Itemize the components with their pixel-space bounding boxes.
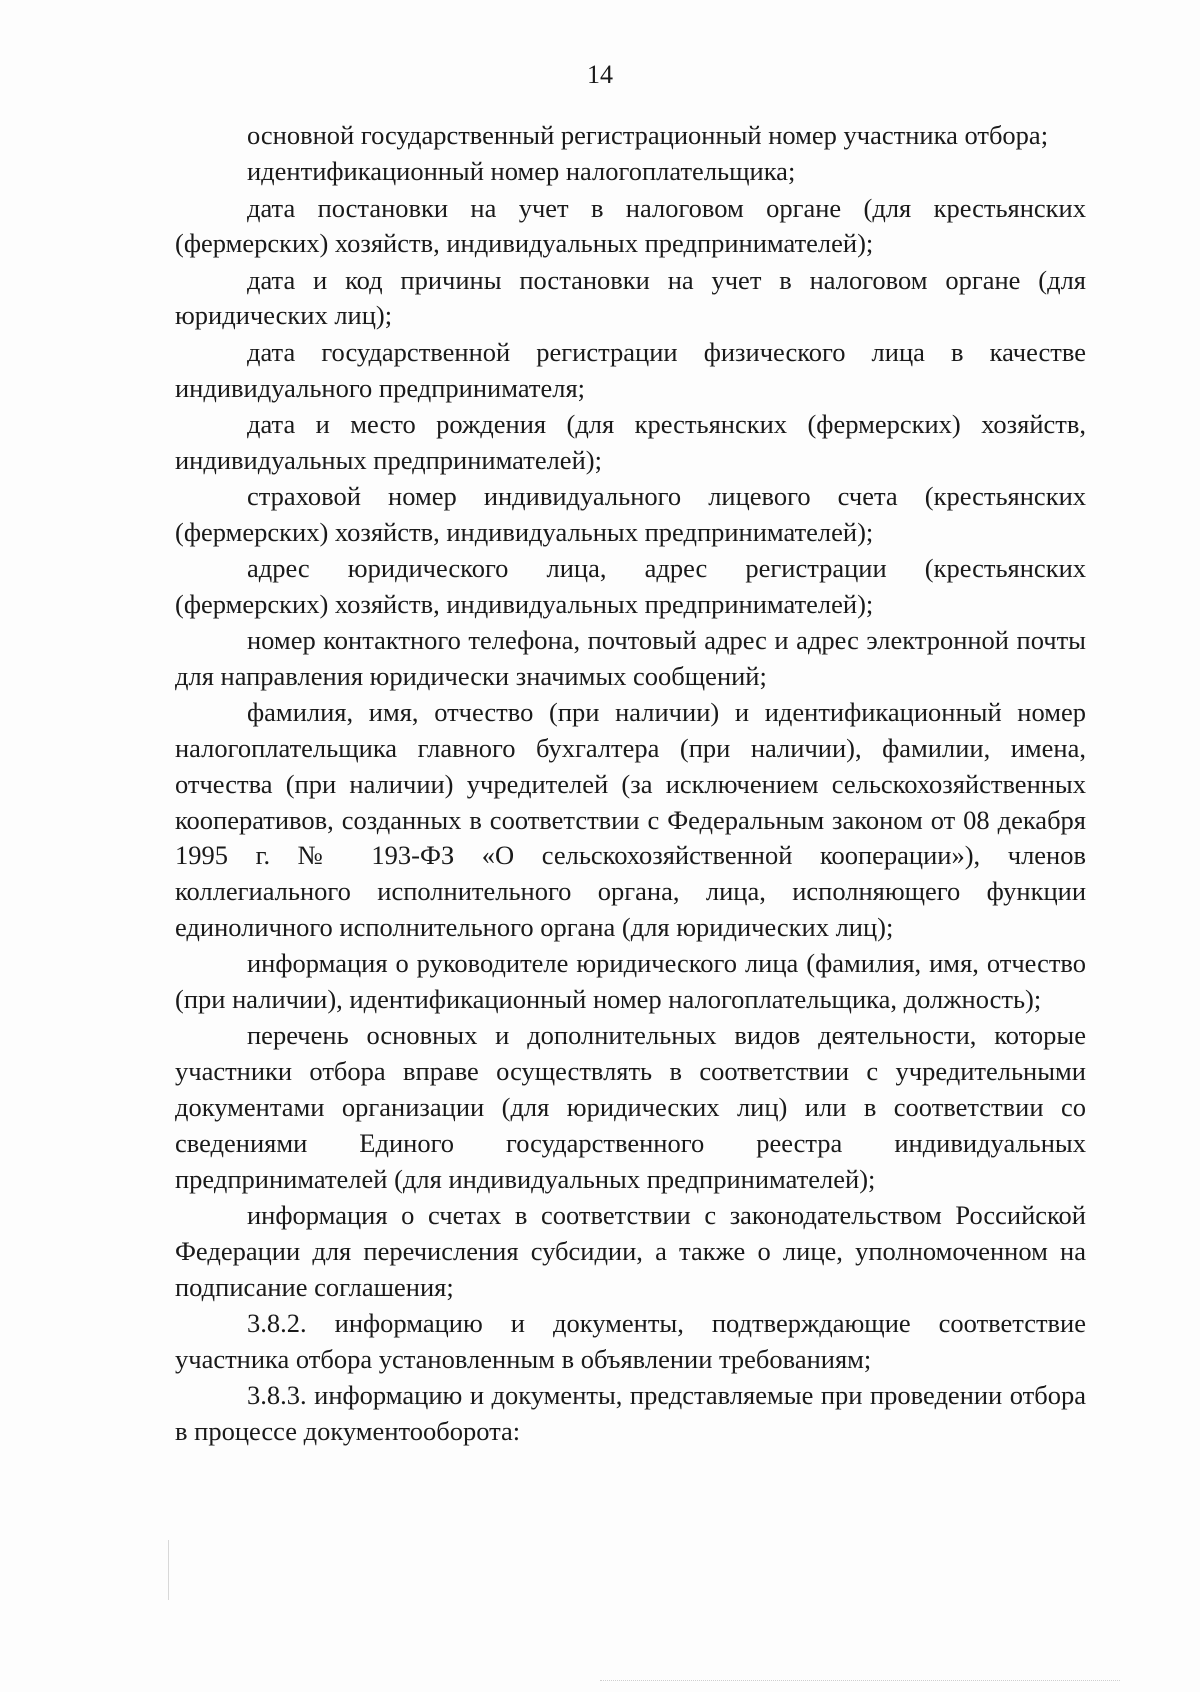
page-number: 14 — [587, 60, 613, 89]
paragraph-tax-registration-date: дата постановки на учет в налоговом органе (для крестьянских (фермерских) хозяйств, индивидуальных предпринимателей); — [175, 192, 1086, 259]
paragraph-state-registration-date: дата государственной регистрации физического лица в качестве индивидуального предпринимателя; — [175, 336, 1086, 403]
paragraph-3-8-2: 3.8.2. информацию и документы, подтверждающие соответствие участника отбора установленным в объявлении требованиям; — [175, 1307, 1086, 1374]
scan-edge-mark — [168, 1540, 169, 1600]
paragraph-inn: идентификационный номер налогоплательщика; — [247, 156, 796, 187]
paragraph-kpp: дата и код причины постановки на учет в налоговом органе (для юридических лиц); — [175, 264, 1086, 331]
paragraph-activities: перечень основных и дополнительных видов деятельности, которые участники отбора вправе осуществлять в соответствии с учредительными документами организации (для юридических лиц) или в соответствии со сведениями Единого государственного реестра индивидуальных предпринимателей (для индивидуальных предпринимателей); — [175, 1020, 1086, 1194]
scan-bottom-artifact — [600, 1680, 1120, 1683]
document-body — [175, 118, 1086, 1450]
paragraph-founders: фамилия, имя, отчество (при наличии) и идентификационный номер налогоплательщика главного бухгалтера (при наличии), фамилии, имена, отчества (при наличии) учредителей (за исключением сельскохозяйственных кооперативов, созданных в соответствии с Федеральным законом от 08 декабря 1995 г. № 193-ФЗ «О сельскохозяйственной кооперации»), членов коллегиального исполнительного органа, лица, исполняющего функции единоличного исполнительного органа (для юридических лиц); — [175, 697, 1086, 943]
paragraph-3-8-3: 3.8.3. информацию и документы, представляемые при проведении отбора в процессе документооборота: — [175, 1379, 1086, 1446]
paragraph-address: адрес юридического лица, адрес регистрации (крестьянских (фермерских) хозяйств, индивидуальных предпринимателей); — [175, 553, 1086, 619]
paragraph-contacts: номер контактного телефона, почтовый адрес и адрес электронной почты для направления юридически значимых сообщений; — [175, 625, 1086, 691]
paragraph-head-info: информация о руководителе юридического лица (фамилия, имя, отчество (при наличии), идентификационный номер налогоплательщика, должность); — [175, 948, 1086, 1015]
paragraph-accounts: информация о счетах в соответствии с законодательством Российской Федерации для перечисления субсидии, а также о лице, уполномоченном на подписание соглашения; — [175, 1199, 1086, 1302]
paragraph-birth-date-place: дата и место рождения (для крестьянских (фермерских) хозяйств, индивидуальных предпринимателей); — [175, 408, 1086, 475]
paragraph-snils: страховой номер индивидуального лицевого счета (крестьянских (фермерских) хозяйств, индивидуальных предпринимателей); — [175, 480, 1086, 547]
paragraph-ogrn: основной государственный регистрационный номер участника отбора; — [247, 120, 1049, 150]
